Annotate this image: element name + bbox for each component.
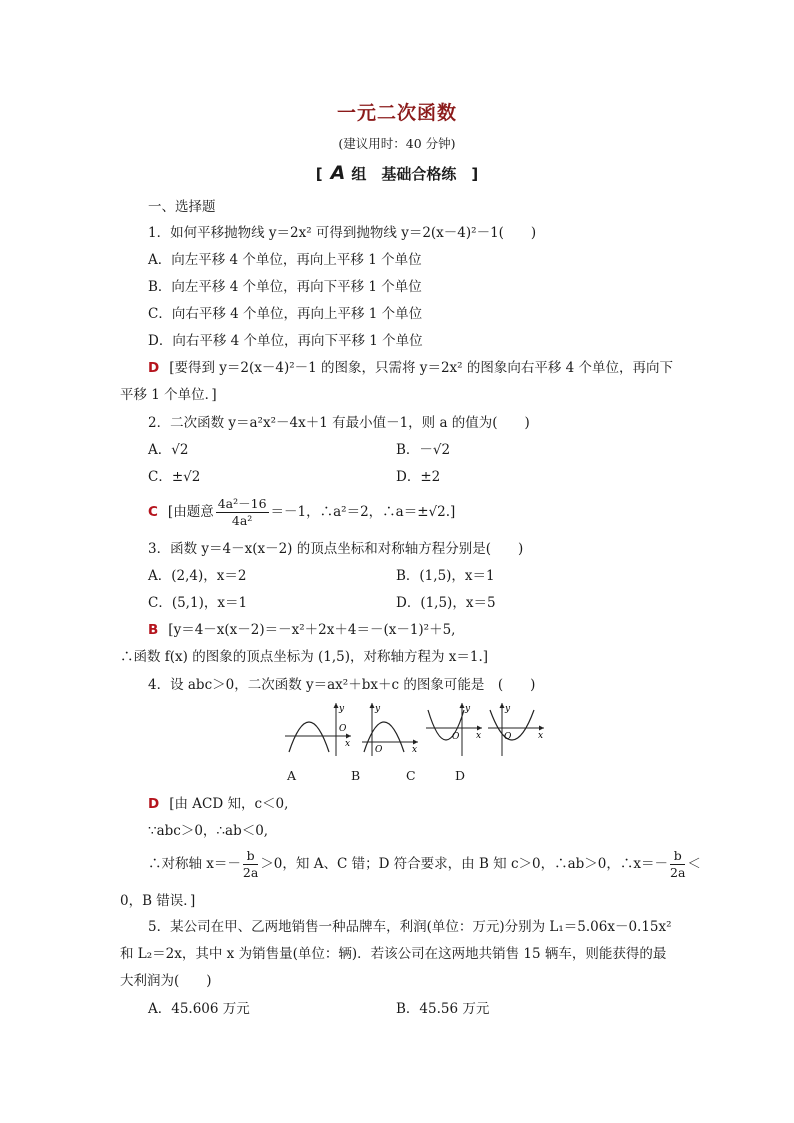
q4-graph-d-y-label: y [505, 704, 511, 714]
q4-explanation-line2: ∵abc＞0，∴ab＜0, [148, 823, 269, 839]
q4-exp3-mid: ＞0，知 A、C 错；D 符合要求，由 B 知 c＞0，∴ab＞0，∴x＝－ [260, 856, 669, 872]
q2-fraction [216, 496, 269, 529]
q3-option-b: B．(1,5)，x＝1 [396, 568, 495, 584]
q4-graph-a-y-label: y [339, 704, 345, 714]
q2-answer: C [148, 504, 158, 520]
group-heading [0, 162, 794, 184]
q5-option-b: B．45.56 万元 [396, 1001, 490, 1017]
group-bracket-close: ] [471, 165, 479, 183]
q4-graph-d-origin: O [504, 732, 512, 742]
q4-explanation-line1: [由 ACD 知，c＜0, [169, 796, 289, 812]
q4-graph-c-x-label: x [476, 731, 482, 741]
q2-stem: 2．二次函数 y＝a²x²－4x＋1 有最小值－1，则 a 的值为( ) [148, 415, 530, 431]
q3-stem: 3．函数 y＝4－x(x－2) 的顶点坐标和对称轴方程分别是( ) [148, 541, 524, 557]
q4-explanation-line3 [148, 848, 701, 881]
q4-explanation-line4: 0，B 错误．] [120, 893, 196, 909]
q4-graph-c-y-label: y [465, 704, 471, 714]
q4-graph-b-origin: O [375, 745, 383, 755]
q2-option-b: B．－√2 [396, 442, 451, 458]
page-title: 一元二次函数 [336, 102, 457, 124]
q2-explanation [148, 496, 455, 529]
q2-option-d: D．±2 [396, 469, 441, 485]
q4-fraction-2 [670, 848, 685, 881]
q4-graph-b-y-label: y [375, 704, 381, 714]
q1-answer: D [148, 360, 160, 376]
q4-graph-d-x-label: x [538, 731, 544, 741]
section-heading: 一、选择题 [148, 199, 216, 215]
q1-option-c: C．向右平移 4 个单位，再向上平移 1 个单位 [148, 306, 423, 322]
group-bracket-open: [ [315, 165, 323, 183]
q4-graph-a-x-label: x [345, 739, 351, 749]
q5-stem-line2: 和 L₂＝2x，其中 x 为销售量(单位：辆)．若该公司在这两地共销售 15 辆车，则能获得的最 [120, 946, 667, 962]
q2-fraction-denominator: 4a² [231, 513, 253, 528]
q4-graph-label-d: D [455, 768, 466, 783]
q4-graph-d [486, 700, 548, 758]
q2-fraction-numerator: 4a²－16 [217, 496, 267, 511]
q4-graph-a-origin: O [339, 724, 347, 734]
q4-exp3-end: ＜ [687, 856, 701, 872]
q3-option-c: C．(5,1)，x＝1 [148, 595, 248, 611]
q5-stem-line3: 大利润为( ) [120, 973, 212, 989]
q4-fraction-1-numerator: b [243, 848, 258, 865]
q1-explanation-line2: 平移 1 个单位．] [120, 387, 217, 403]
q4-graph-label-b: B [351, 768, 361, 783]
q1-stem: 1．如何平移抛物线 y＝2x² 可得到抛物线 y＝2(x－4)²－1( ) [148, 225, 537, 241]
time-suggestion: (建议用时：40 分钟) [338, 136, 456, 151]
q4-graph-b-x-label: x [412, 745, 418, 755]
q4-answer: D [148, 796, 160, 812]
q3-explanation [148, 621, 455, 639]
q3-explanation-line2: ∴函数 f(x) 的图象的顶点坐标为 (1,5)，对称轴方程为 x＝1.] [120, 649, 489, 665]
q2-option-c: C．±√2 [148, 469, 201, 485]
q4-graph-c [424, 700, 486, 758]
q4-graph-label-a: A [287, 768, 297, 783]
q4-graph-label-c: C [406, 768, 416, 783]
q2-exp-pre: [由题意 [167, 504, 214, 520]
q1-option-b: B．向左平移 4 个单位，再向下平移 1 个单位 [148, 279, 422, 295]
q3-explanation-line1: [y＝4－x(x－2)＝－x²＋2x＋4＝－(x－1)²＋5, [168, 622, 456, 638]
q4-fraction-1-denominator: 2a [242, 865, 259, 880]
q3-option-a: A．(2,4)，x＝2 [148, 568, 247, 584]
q3-option-d: D．(1,5)，x＝5 [396, 595, 496, 611]
q1-option-a: A．向左平移 4 个单位，再向上平移 1 个单位 [148, 252, 422, 268]
q3-answer: B [148, 622, 159, 638]
q4-stem: 4．设 abc＞0，二次函数 y＝ax²＋bx＋c 的图象可能是 ( ) [148, 677, 536, 693]
q2-exp-post: ＝－1，∴a²＝2，∴a＝±√2.] [270, 504, 456, 520]
q5-stem-line1: 5．某公司在甲、乙两地销售一种品牌车，利润(单位：万元)分别为 L₁＝5.06x－0.15x² [148, 919, 672, 935]
group-name: 组 基础合格练 [351, 165, 457, 183]
q4-graph-a [283, 700, 355, 758]
group-letter: A [330, 162, 346, 184]
q4-graph-b [360, 700, 422, 758]
q4-explanation [148, 795, 288, 813]
q1-option-d: D．向右平移 4 个单位，再向下平移 1 个单位 [148, 333, 423, 349]
q4-fraction-2-numerator: b [670, 848, 685, 865]
q5-option-a: A．45.606 万元 [148, 1001, 250, 1017]
q1-explanation-line1: [要得到 y＝2(x－4)²－1 的图象，只需将 y＝2x² 的图象向右平移 4 个单位，再向下 [169, 360, 674, 376]
q4-fraction-1 [243, 848, 258, 881]
q2-option-a: A．√2 [148, 442, 189, 458]
q4-graph-c-origin: O [452, 732, 460, 742]
q4-fraction-2-denominator: 2a [670, 865, 686, 880]
q4-exp3-pre: ∴对称轴 x＝－ [148, 856, 241, 872]
q1-explanation [148, 359, 673, 377]
